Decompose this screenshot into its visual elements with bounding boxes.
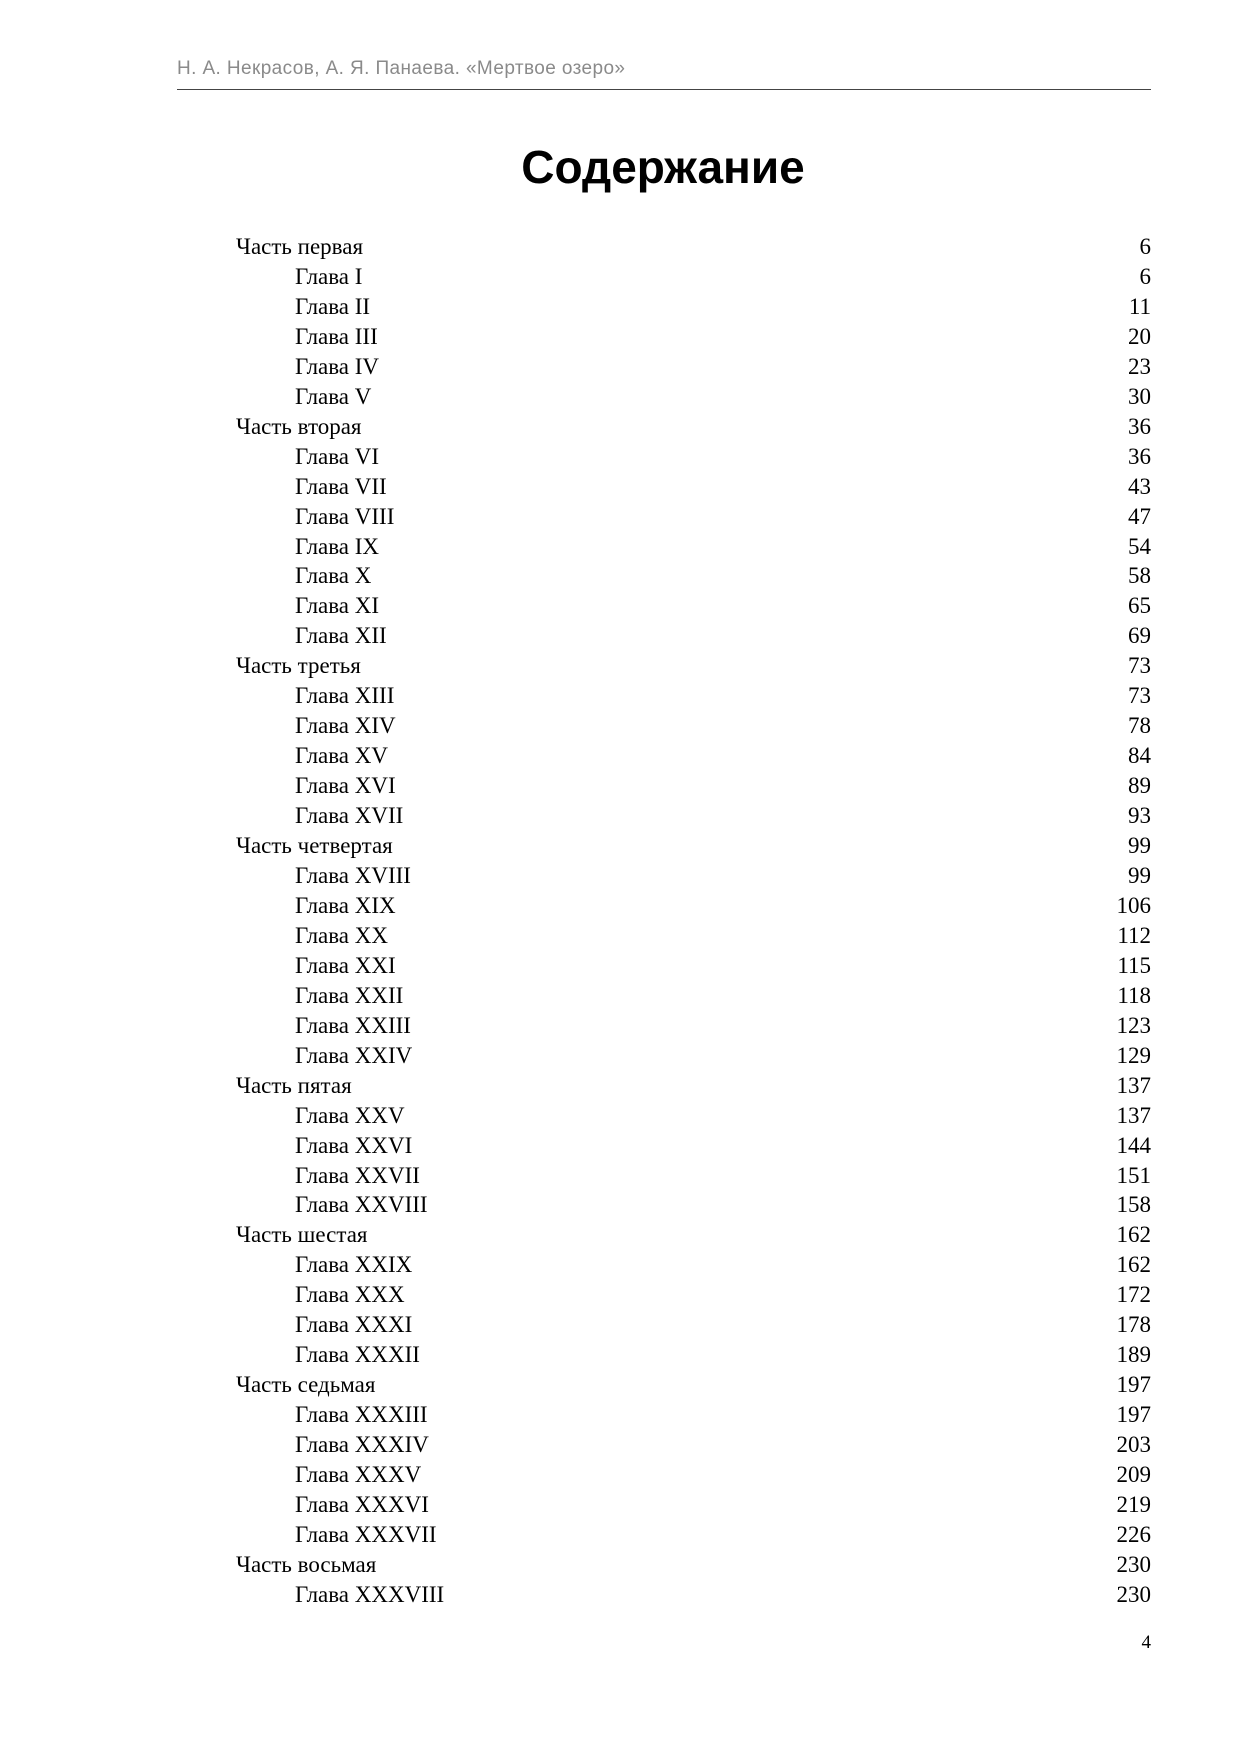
toc-entry-label: Глава XXXV: [295, 1462, 422, 1488]
toc-entry-label: Глава II: [295, 293, 371, 319]
header-rule: [177, 89, 1151, 90]
toc-chapter-entry[interactable]: [236, 1490, 1151, 1520]
toc-entry-page: 158: [1116, 1192, 1151, 1218]
toc-entry-label: Глава XXIV: [295, 1042, 413, 1068]
toc-chapter-entry[interactable]: [236, 741, 1151, 771]
toc-entry-label: Часть четвертая: [236, 833, 393, 859]
toc-entry-page: 65: [1128, 593, 1151, 619]
toc-entry-page: 36: [1128, 443, 1151, 469]
toc-entry-page: 23: [1128, 353, 1151, 379]
toc-entry-label: Глава XVIII: [295, 862, 411, 888]
toc-entry-label: Глава XXXIII: [295, 1402, 428, 1428]
toc-entry-label: Глава XXIX: [295, 1252, 413, 1278]
toc-entry-label: Глава IX: [295, 533, 380, 559]
toc-chapter-entry[interactable]: [236, 502, 1151, 532]
toc-chapter-entry[interactable]: [236, 1041, 1151, 1071]
toc-chapter-entry[interactable]: [236, 352, 1151, 382]
toc-entry-page: 20: [1128, 323, 1151, 349]
toc-entry-page: 6: [1139, 263, 1151, 289]
toc-entry-label: Глава XXVIII: [295, 1192, 428, 1218]
toc-chapter-entry[interactable]: [236, 981, 1151, 1011]
toc-chapter-entry[interactable]: [236, 951, 1151, 981]
toc-entry-page: 84: [1128, 743, 1151, 769]
toc-chapter-entry[interactable]: [236, 561, 1151, 591]
toc-part-entry[interactable]: [236, 1550, 1151, 1580]
toc-chapter-entry[interactable]: [236, 322, 1151, 352]
toc-entry-label: Глава XXXVII: [295, 1521, 437, 1547]
toc-chapter-entry[interactable]: [236, 1400, 1151, 1430]
toc-chapter-entry[interactable]: [236, 861, 1151, 891]
toc-entry-page: 162: [1116, 1252, 1151, 1278]
toc-entry-page: 112: [1117, 922, 1151, 948]
toc-entry-label: Глава XII: [295, 623, 387, 649]
toc-entry-label: Глава X: [295, 563, 372, 589]
toc-chapter-entry[interactable]: [236, 1460, 1151, 1490]
toc-part-entry[interactable]: [236, 412, 1151, 442]
toc-entry-label: Часть седьмая: [236, 1372, 376, 1398]
toc-entry-page: 89: [1128, 773, 1151, 799]
toc-entry-page: 203: [1116, 1432, 1151, 1458]
toc-entry-page: 129: [1116, 1042, 1151, 1068]
toc-entry-page: 58: [1128, 563, 1151, 589]
toc-entry-label: Часть первая: [236, 233, 364, 259]
toc-entry-page: 144: [1116, 1132, 1151, 1158]
toc-entry-label: Глава XXV: [295, 1102, 405, 1128]
toc-entry-page: 197: [1116, 1402, 1151, 1428]
toc-chapter-entry[interactable]: [236, 1280, 1151, 1310]
toc-chapter-entry[interactable]: [236, 921, 1151, 951]
toc-chapter-entry[interactable]: [236, 1580, 1151, 1610]
toc-entry-label: Глава VI: [295, 443, 380, 469]
toc-entry-label: Глава V: [295, 383, 372, 409]
toc-entry-label: Глава I: [295, 263, 363, 289]
toc-entry-page: 36: [1128, 413, 1151, 439]
toc-entry-page: 230: [1116, 1581, 1151, 1607]
toc-entry-label: Глава XXVI: [295, 1132, 413, 1158]
toc-entry-page: 178: [1116, 1312, 1151, 1338]
toc-chapter-entry[interactable]: [236, 1340, 1151, 1370]
toc-entry-label: Глава XXX: [295, 1282, 405, 1308]
toc-entry-page: 172: [1116, 1282, 1151, 1308]
toc-entry-label: Часть третья: [236, 653, 361, 679]
toc-chapter-entry[interactable]: [236, 1191, 1151, 1221]
toc-chapter-entry[interactable]: [236, 1101, 1151, 1131]
toc-entry-page: 78: [1128, 713, 1151, 739]
table-of-contents: [236, 232, 1151, 1610]
page-number: 4: [1141, 1632, 1151, 1653]
toc-chapter-entry[interactable]: [236, 711, 1151, 741]
toc-entry-page: 99: [1128, 833, 1151, 859]
toc-chapter-entry[interactable]: [236, 1161, 1151, 1191]
toc-entry-page: 73: [1128, 653, 1151, 679]
toc-entry-page: 54: [1128, 533, 1151, 559]
toc-chapter-entry[interactable]: [236, 591, 1151, 621]
toc-chapter-entry[interactable]: [236, 1310, 1151, 1340]
toc-entry-page: 43: [1128, 473, 1151, 499]
toc-entry-page: 226: [1116, 1521, 1151, 1547]
toc-entry-page: 118: [1117, 982, 1151, 1008]
toc-chapter-entry[interactable]: [236, 442, 1151, 472]
toc-chapter-entry[interactable]: [236, 771, 1151, 801]
toc-entry-label: Глава XIII: [295, 683, 395, 709]
toc-entry-label: Глава XXXI: [295, 1312, 413, 1338]
toc-entry-page: 230: [1116, 1551, 1151, 1577]
toc-entry-page: 73: [1128, 683, 1151, 709]
toc-chapter-entry[interactable]: [236, 382, 1151, 412]
toc-entry-label: Глава XIV: [295, 713, 396, 739]
toc-entry-page: 137: [1116, 1102, 1151, 1128]
toc-chapter-entry[interactable]: [236, 681, 1151, 711]
toc-chapter-entry[interactable]: [236, 621, 1151, 651]
toc-entry-label: Глава XXVII: [295, 1162, 420, 1188]
toc-entry-label: Глава XXII: [295, 982, 404, 1008]
toc-entry-label: Часть шестая: [236, 1222, 368, 1248]
toc-chapter-entry[interactable]: [236, 1250, 1151, 1280]
toc-part-entry[interactable]: [236, 1071, 1151, 1101]
toc-entry-label: Глава IV: [295, 353, 380, 379]
toc-entry-label: Глава VIII: [295, 503, 395, 529]
toc-chapter-entry[interactable]: [236, 1430, 1151, 1460]
toc-entry-page: 115: [1117, 952, 1151, 978]
toc-chapter-entry[interactable]: [236, 1520, 1151, 1550]
toc-entry-label: Глава XXXIV: [295, 1432, 429, 1458]
toc-entry-label: Глава XVI: [295, 773, 396, 799]
toc-entry-page: 47: [1128, 503, 1151, 529]
toc-entry-label: Глава XXXVIII: [295, 1581, 445, 1607]
toc-entry-label: Глава XXXII: [295, 1342, 420, 1368]
toc-entry-label: Глава XIX: [295, 892, 396, 918]
toc-part-entry[interactable]: [236, 831, 1151, 861]
toc-entry-page: 30: [1128, 383, 1151, 409]
toc-entry-label: Глава XV: [295, 743, 388, 769]
toc-entry-page: 106: [1116, 892, 1151, 918]
page-title: Содержание: [521, 141, 805, 193]
toc-entry-label: Глава XVII: [295, 803, 404, 829]
toc-entry-page: 123: [1116, 1012, 1151, 1038]
toc-entry-label: Глава XXIII: [295, 1012, 411, 1038]
toc-entry-page: 99: [1128, 862, 1151, 888]
toc-entry-label: Часть вторая: [236, 413, 362, 439]
toc-entry-label: Глава III: [295, 323, 378, 349]
toc-part-entry[interactable]: [236, 1220, 1151, 1250]
toc-chapter-entry[interactable]: [236, 801, 1151, 831]
toc-entry-page: 137: [1116, 1072, 1151, 1098]
toc-entry-label: Глава XX: [295, 922, 388, 948]
toc-part-entry[interactable]: [236, 1370, 1151, 1400]
toc-entry-page: 69: [1128, 623, 1151, 649]
toc-entry-page: 11: [1128, 293, 1151, 319]
toc-entry-page: 219: [1116, 1492, 1151, 1517]
toc-chapter-entry[interactable]: [236, 891, 1151, 921]
toc-entry-page: 6: [1139, 233, 1151, 259]
toc-entry-label: Глава VII: [295, 473, 387, 499]
toc-chapter-entry[interactable]: [236, 472, 1151, 502]
toc-entry-page: 93: [1128, 803, 1151, 829]
toc-entry-page: 209: [1116, 1462, 1151, 1488]
toc-entry-label: Глава XXI: [295, 952, 396, 978]
toc-chapter-entry[interactable]: [236, 532, 1151, 562]
toc-chapter-entry[interactable]: [236, 262, 1151, 292]
toc-chapter-entry[interactable]: [236, 1011, 1151, 1041]
toc-part-entry[interactable]: [236, 232, 1151, 262]
toc-entry-page: 151: [1116, 1162, 1151, 1188]
toc-entry-label: Глава XXXVI: [295, 1492, 429, 1517]
toc-chapter-entry[interactable]: [236, 292, 1151, 322]
toc-part-entry[interactable]: [236, 651, 1151, 681]
toc-entry-label: Часть восьмая: [236, 1551, 377, 1577]
running-header: Н. А. Некрасов, А. Я. Панаева. «Мертвое озеро»: [177, 58, 626, 79]
toc-entry-page: 162: [1116, 1222, 1151, 1248]
toc-entry-label: Глава XI: [295, 593, 380, 619]
toc-entry-page: 189: [1116, 1342, 1151, 1368]
toc-entry-page: 197: [1116, 1372, 1151, 1398]
toc-chapter-entry[interactable]: [236, 1131, 1151, 1161]
toc-entry-label: Часть пятая: [236, 1072, 352, 1098]
